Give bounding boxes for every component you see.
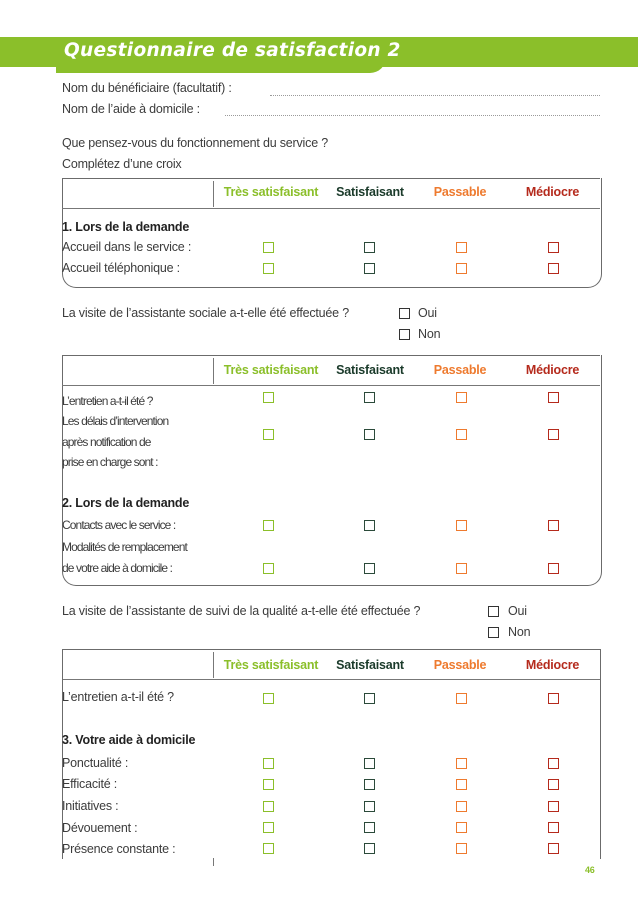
table1-col-mediocre: Médiocre xyxy=(525,185,580,199)
row-devouement: Dévouement : xyxy=(62,821,138,835)
checkbox-modalites-satisfaisant[interactable] xyxy=(364,563,375,574)
checkbox-entretien-quality-passable[interactable] xyxy=(456,693,467,704)
page-title: Questionnaire de satisfaction 2 xyxy=(64,40,401,61)
intro-question: Que pensez-vous du fonctionnement du service ? xyxy=(62,136,328,150)
table1-header-divider xyxy=(213,181,214,207)
table2-col-satisfaisant: Satisfaisant xyxy=(336,363,404,377)
beneficiary-label: Nom du bénéficiaire (facultatif) : xyxy=(62,81,232,95)
checkbox-efficacite-passable[interactable] xyxy=(456,779,467,790)
table2-section-title: 2. Lors de la demande xyxy=(62,496,190,510)
table1-col-passable: Passable xyxy=(433,185,487,199)
table3-section-title: 3. Votre aide à domicile xyxy=(62,733,196,747)
checkbox-accueil-service-satisfaisant[interactable] xyxy=(364,242,375,253)
checkbox-efficacite-satisfaisant[interactable] xyxy=(364,779,375,790)
checkbox-contacts-passable[interactable] xyxy=(456,520,467,531)
checkbox-accueil-tel-tres-satisfaisant[interactable] xyxy=(263,263,274,274)
table1-col-tres-satisfaisant: Très satisfaisant xyxy=(223,185,319,199)
visit-social-oui-label: Oui xyxy=(418,306,437,320)
visit-quality-oui-label: Oui xyxy=(508,604,527,618)
table3-col-passable: Passable xyxy=(433,658,487,672)
checkbox-delais-satisfaisant[interactable] xyxy=(364,429,375,440)
row-accueil-telephonique: Accueil téléphonique : xyxy=(62,261,180,275)
table2-col-tres-satisfaisant: Très satisfaisant xyxy=(223,363,319,377)
checkbox-contacts-satisfaisant[interactable] xyxy=(364,520,375,531)
page-number: 46 xyxy=(585,865,595,875)
checkbox-initiatives-passable[interactable] xyxy=(456,801,467,812)
row-modalites-line1: Modalités de remplacement xyxy=(62,540,187,554)
table2-header-divider xyxy=(213,358,214,384)
table1-section-title: 1. Lors de la demande xyxy=(62,220,190,234)
beneficiary-name-field[interactable] xyxy=(270,95,600,96)
checkbox-entretien-quality-tres-satisfaisant[interactable] xyxy=(263,693,274,704)
checkbox-visit-quality-non[interactable] xyxy=(488,627,499,638)
checkbox-modalites-tres-satisfaisant[interactable] xyxy=(263,563,274,574)
intro-instruction: Complétez d’une croix xyxy=(62,157,182,171)
checkbox-contacts-mediocre[interactable] xyxy=(548,520,559,531)
table3-right-border xyxy=(600,649,601,859)
checkbox-modalites-passable[interactable] xyxy=(456,563,467,574)
checkbox-delais-mediocre[interactable] xyxy=(548,429,559,440)
row-efficacite: Efficacité : xyxy=(62,777,118,791)
checkbox-presence-mediocre[interactable] xyxy=(548,843,559,854)
table1-header-separator xyxy=(62,208,600,209)
checkbox-entretien-social-satisfaisant[interactable] xyxy=(364,392,375,403)
checkbox-entretien-quality-mediocre[interactable] xyxy=(548,693,559,704)
checkbox-ponctualite-mediocre[interactable] xyxy=(548,758,559,769)
checkbox-presence-passable[interactable] xyxy=(456,843,467,854)
row-delais-line2: après notification de xyxy=(62,435,151,449)
checkbox-presence-tres-satisfaisant[interactable] xyxy=(263,843,274,854)
table2-header-separator xyxy=(62,385,600,386)
row-entretien-social: L’entretien a-t-il été ? xyxy=(62,394,153,408)
checkbox-accueil-tel-mediocre[interactable] xyxy=(548,263,559,274)
table3-bottom-tick xyxy=(213,858,214,866)
row-delais-line3: prise en charge sont : xyxy=(62,455,158,469)
checkbox-efficacite-mediocre[interactable] xyxy=(548,779,559,790)
checkbox-entretien-social-mediocre[interactable] xyxy=(548,392,559,403)
table1-col-satisfaisant: Satisfaisant xyxy=(336,185,404,199)
aide-name-field[interactable] xyxy=(225,115,600,116)
checkbox-visit-quality-oui[interactable] xyxy=(488,606,499,617)
table2-col-mediocre: Médiocre xyxy=(525,363,580,377)
visit-quality-non-label: Non xyxy=(508,625,531,639)
row-contacts: Contacts avec le service : xyxy=(62,518,176,532)
checkbox-ponctualite-tres-satisfaisant[interactable] xyxy=(263,758,274,769)
checkbox-efficacite-tres-satisfaisant[interactable] xyxy=(263,779,274,790)
row-modalites-line2: de votre aide à domicile : xyxy=(62,561,173,575)
checkbox-devouement-satisfaisant[interactable] xyxy=(364,822,375,833)
checkbox-accueil-tel-passable[interactable] xyxy=(456,263,467,274)
visit-social-question: La visite de l’assistante sociale a-t-elle été effectuée ? xyxy=(62,306,349,320)
checkbox-accueil-tel-satisfaisant[interactable] xyxy=(364,263,375,274)
checkbox-accueil-service-tres-satisfaisant[interactable] xyxy=(263,242,274,253)
table3-header-separator xyxy=(62,679,600,680)
checkbox-entretien-social-tres-satisfaisant[interactable] xyxy=(263,392,274,403)
table3-col-mediocre: Médiocre xyxy=(525,658,580,672)
table3-col-satisfaisant: Satisfaisant xyxy=(336,658,404,672)
checkbox-visit-social-oui[interactable] xyxy=(399,308,410,319)
checkbox-delais-passable[interactable] xyxy=(456,429,467,440)
table3-top-border xyxy=(62,649,600,650)
checkbox-devouement-tres-satisfaisant[interactable] xyxy=(263,822,274,833)
checkbox-visit-social-non[interactable] xyxy=(399,329,410,340)
table3-col-tres-satisfaisant: Très satisfaisant xyxy=(223,658,319,672)
checkbox-initiatives-satisfaisant[interactable] xyxy=(364,801,375,812)
row-presence-constante: Présence constante : xyxy=(62,842,176,856)
checkbox-modalites-mediocre[interactable] xyxy=(548,563,559,574)
row-ponctualite: Ponctualité : xyxy=(62,756,129,770)
checkbox-entretien-social-passable[interactable] xyxy=(456,392,467,403)
table2-col-passable: Passable xyxy=(433,363,487,377)
row-accueil-service: Accueil dans le service : xyxy=(62,240,192,254)
visit-quality-question: La visite de l’assistante de suivi de la qualité a-t-elle été effectuée ? xyxy=(62,604,421,618)
checkbox-initiatives-mediocre[interactable] xyxy=(548,801,559,812)
visit-social-non-label: Non xyxy=(418,327,441,341)
row-entretien-quality: L’entretien a-t-il été ? xyxy=(62,690,174,704)
checkbox-devouement-mediocre[interactable] xyxy=(548,822,559,833)
row-delais-line1: Les délais d’intervention xyxy=(62,414,169,428)
checkbox-delais-tres-satisfaisant[interactable] xyxy=(263,429,274,440)
checkbox-initiatives-tres-satisfaisant[interactable] xyxy=(263,801,274,812)
checkbox-ponctualite-passable[interactable] xyxy=(456,758,467,769)
aide-label: Nom de l’aide à domicile : xyxy=(62,102,200,116)
checkbox-devouement-passable[interactable] xyxy=(456,822,467,833)
table3-header-divider xyxy=(213,652,214,678)
row-initiatives: Initiatives : xyxy=(62,799,119,813)
checkbox-ponctualite-satisfaisant[interactable] xyxy=(364,758,375,769)
checkbox-accueil-service-passable[interactable] xyxy=(456,242,467,253)
checkbox-contacts-tres-satisfaisant[interactable] xyxy=(263,520,274,531)
checkbox-presence-satisfaisant[interactable] xyxy=(364,843,375,854)
checkbox-entretien-quality-satisfaisant[interactable] xyxy=(364,693,375,704)
checkbox-accueil-service-mediocre[interactable] xyxy=(548,242,559,253)
